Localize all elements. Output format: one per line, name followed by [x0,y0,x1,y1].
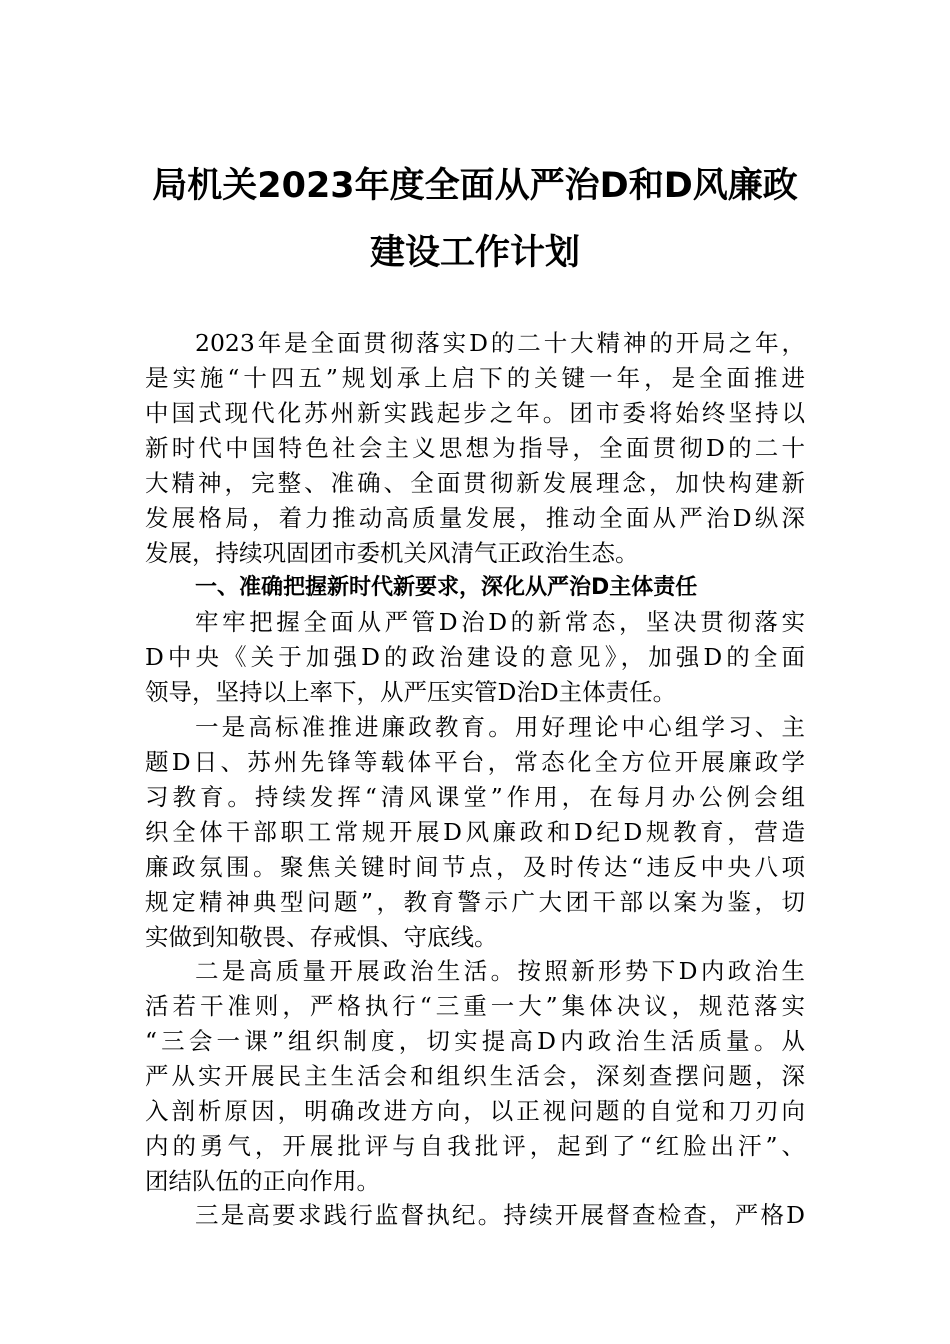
section-1-heading: 一、准确把握新时代新要求，深化从严治D主体责任 [195,575,698,600]
item-2-paragraph-line: 严从实开展民主生活会和组织生活会，深刻查摆问题，深 [145,1062,805,1090]
item-1-paragraph-line: 习教育。持续发挥“清风课堂”作用，在每月办公例会组 [145,783,805,811]
intro-paragraph-line: 是实施“十四五”规划承上启下的关键一年，是全面推进 [145,364,805,392]
item-2-paragraph-line: 入剖析原因，明确改进方向，以正视问题的自觉和刀刃向 [145,1097,805,1125]
item-1-paragraph-line: 实做到知敬畏、存戒惧、守底线。 [145,923,498,951]
section-1-paragraph-line: D中央《关于加强D的政治建设的意见》，加强D的全面 [145,643,805,671]
item-2-paragraph-line: 二是高质量开展政治生活。按照新形势下D内政治生 [195,957,805,985]
item-2-paragraph-line: 活若干准则，严格执行“三重一大”集体决议，规范落实 [145,992,805,1020]
intro-paragraph-line: 中国式现代化苏州新实践起步之年。团市委将始终坚持以 [145,399,805,427]
document-title-line-2: 建设工作计划 [369,233,580,273]
section-1-paragraph-line: 领导，坚持以上率下，从严压实管D治D主体责任。 [145,678,677,706]
item-1-paragraph-line: 规定精神典型问题”，教育警示广大团干部以案为鉴，切 [145,888,805,916]
item-1-paragraph-line: 廉政氛围。聚焦关键时间节点，及时传达“违反中央八项 [145,853,805,881]
intro-paragraph-line: 大精神，完整、准确、全面贯彻新发展理念，加快构建新 [145,469,805,497]
section-1-paragraph-line: 牢牢把握全面从严管D治D的新常态，坚决贯彻落实 [195,608,805,636]
item-2-paragraph-line: “三会一课”组织制度，切实提高D内政治生活质量。从 [145,1027,805,1055]
document-title-line-1: 局机关2023年度全面从严治D和D风廉政 [152,166,798,206]
item-1-paragraph-line: 题D日、苏州先锋等载体平台，常态化全方位开展廉政学 [145,748,805,776]
item-1-paragraph-line: 织全体干部职工常规开展D风廉政和D纪D规教育，营造 [145,818,805,846]
intro-paragraph-line: 发展，持续巩固团市委机关风清气正政治生态。 [145,539,639,567]
intro-paragraph-line: 发展格局，着力推动高质量发展，推动全面从严治D纵深 [145,504,805,532]
item-3-paragraph-line: 三是高要求践行监督执纪。持续开展督查检查，严格D [195,1201,805,1229]
intro-paragraph-line: 2023年是全面贯彻落实D的二十大精神的开局之年， [195,329,805,357]
item-1-paragraph-line: 一是高标准推进廉政教育。用好理论中心组学习、主 [195,713,805,741]
item-2-paragraph-line: 内的勇气，开展批评与自我批评，起到了“红脸出汗”、 [145,1132,805,1160]
item-2-paragraph-line: 团结队伍的正向作用。 [145,1167,380,1195]
intro-paragraph-line: 新时代中国特色社会主义思想为指导，全面贯彻D的二十 [145,434,805,462]
